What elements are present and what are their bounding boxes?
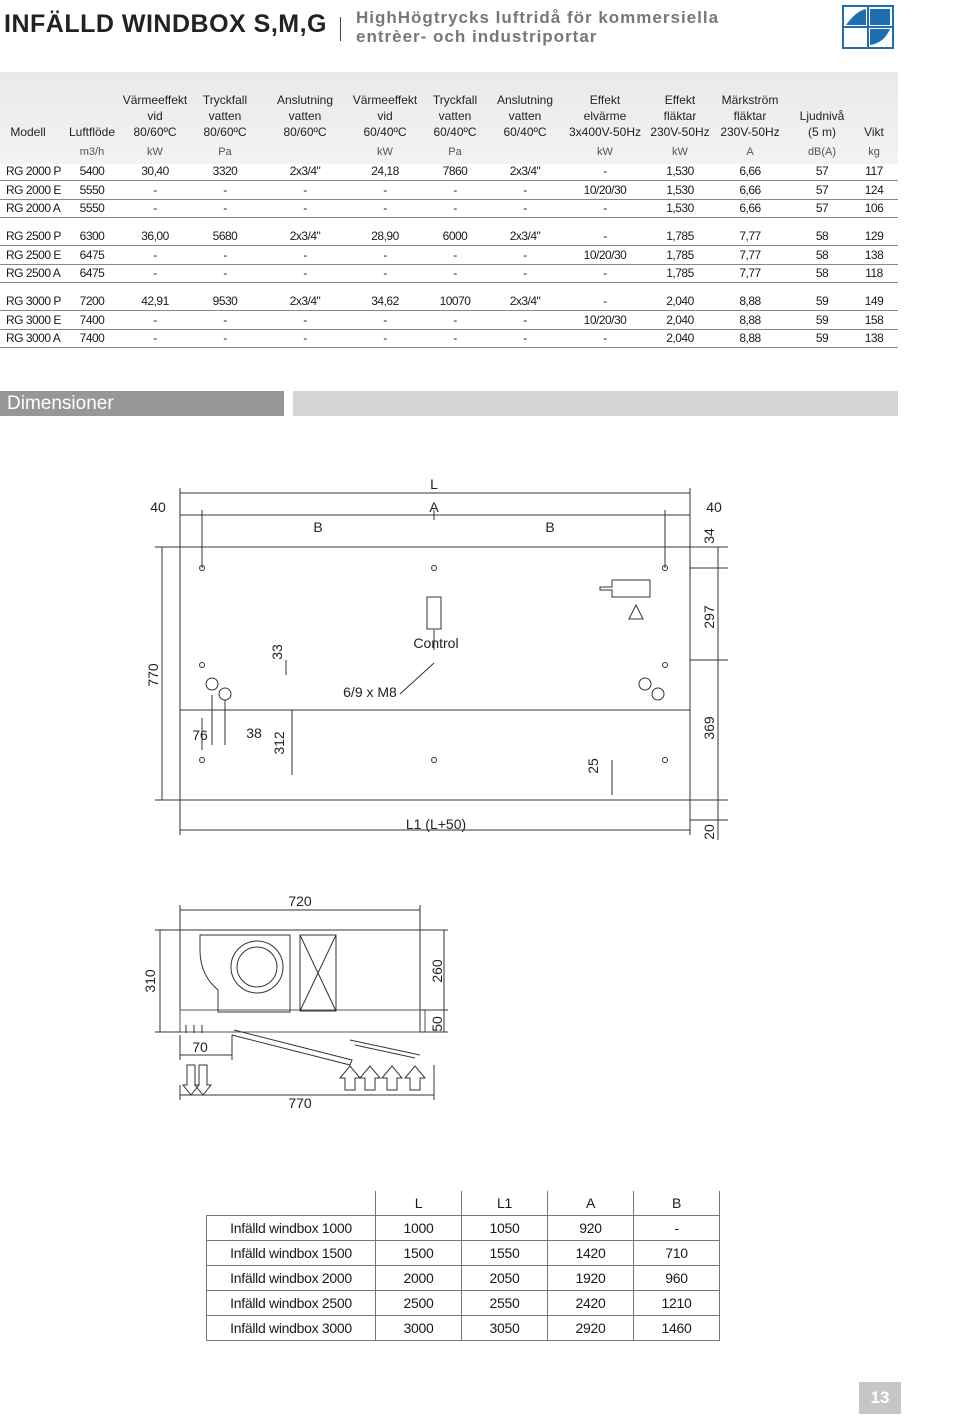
dimension-value-cell: 1500 [376,1241,462,1266]
dimension-value-cell: 1000 [376,1216,462,1241]
spec-header-line: vid [377,109,393,123]
spec-cell: 1,785 [666,229,694,243]
spec-cell: - [523,331,527,345]
label-34: 34 [701,528,717,544]
spec-cell: - [603,294,607,308]
spec-row [0,292,898,311]
spec-cell: - [453,331,457,345]
spec-row [0,199,898,218]
spec-cell: - [523,183,527,197]
spec-cell: 2x3/4" [509,164,541,178]
spec-cell: 5680 [212,229,238,243]
dimension-table [206,1191,720,1341]
spec-cell: 8,88 [739,294,761,308]
spec-cell: - [453,248,457,262]
spec-cell: 36,00 [141,229,169,243]
spec-row [0,311,898,330]
spec-column-header [203,92,247,140]
spec-cell: 8,88 [739,313,761,327]
spec-header-line: 60/40ºC [503,125,547,139]
spec-header-line: Anslutning [496,93,554,107]
label-369: 369 [701,716,717,740]
spec-cell: 8,88 [739,331,761,345]
label-310: 310 [142,969,158,993]
spec-header-line [864,92,884,108]
spec-cell: 10/20/30 [583,248,627,262]
spec-header-line [10,92,45,108]
section-title: Dimensioner [7,393,114,414]
spec-unit: kg [868,146,880,158]
spec-header-line [800,92,845,108]
spec-cell: 129 [864,229,884,243]
spec-header-line: Värmeeffekt [352,93,418,107]
spec-header-line [10,108,45,124]
spec-header-line: Luftflöde [68,125,116,139]
spec-cell: 124 [864,183,884,197]
spec-cell: 42,91 [141,294,169,308]
label-770: 770 [145,663,161,687]
spec-cell: - [453,266,457,280]
spec-model-cell: RG 2500 A [6,266,61,280]
spec-header-line: vatten [288,109,322,123]
spec-cell: 6,66 [739,164,761,178]
spec-header-line: 3x400V-50Hz [568,125,642,139]
spec-cell: 158 [864,313,884,327]
spec-cell: 2x3/4" [289,294,321,308]
dimension-table-row [207,1291,720,1316]
spec-header-line: Vikt [864,125,884,139]
label-38: 38 [246,725,262,741]
model-name-cell: Infälld windbox 1000 [207,1216,376,1241]
spec-cell: - [153,183,157,197]
spec-cell: - [303,313,307,327]
spec-cell: - [223,201,227,215]
spec-cell: 9530 [212,294,238,308]
spec-column-header [10,92,45,140]
spec-cell: - [453,183,457,197]
spec-cell: 6,66 [739,201,761,215]
dimension-value-cell: 2550 [462,1291,548,1316]
spec-cell: 5550 [79,201,105,215]
spec-cell: - [303,183,307,197]
spec-cell: - [303,331,307,345]
model-name-cell: Infälld windbox 3000 [207,1316,376,1341]
spec-header-line: 80/60ºC [133,125,177,139]
spec-cell: 58 [815,248,829,262]
spec-header-line: 60/40ºC [363,125,407,139]
spec-cell: 7200 [79,294,105,308]
dimension-value-cell: - [634,1216,720,1241]
spec-header-line: vatten [438,109,472,123]
spec-cell: - [223,266,227,280]
spec-header-line: 60/40ºC [433,125,477,139]
spec-unit: dB(A) [807,146,837,158]
spec-model-cell: RG 2000 A [6,201,61,215]
spec-header-line: fläktar [663,109,697,123]
spec-cell: 118 [865,266,883,280]
label-297: 297 [701,605,717,629]
spec-cell: 28,90 [371,229,399,243]
spec-cell: 10/20/30 [583,183,627,197]
column-header: L [376,1191,462,1216]
dimension-value-cell: 1420 [548,1241,634,1266]
label-40-left: 40 [150,499,166,515]
page-subtitle [356,8,719,46]
spec-cell: - [603,331,607,345]
spec-cell: 30,40 [141,164,169,178]
spec-header-line [69,92,115,108]
spec-cell: 7,77 [739,266,761,280]
spec-column-header [800,92,845,140]
spec-header-line: vid [147,109,163,123]
spec-cell: 7400 [79,331,105,345]
spec-column-header [864,92,884,140]
spec-cell: - [223,183,227,197]
spec-column-header [123,92,187,140]
spec-cell: 106 [864,201,884,215]
spec-cell: 2,040 [666,294,694,308]
model-name-cell: Infälld windbox 1500 [207,1241,376,1266]
spec-cell: 2x3/4" [509,229,541,243]
spec-cell: 10/20/30 [583,313,627,327]
model-name-cell: Infälld windbox 2500 [207,1291,376,1316]
label-76: 76 [192,727,208,743]
spec-cell: - [303,201,307,215]
dimension-value-cell: 3000 [376,1316,462,1341]
spec-cell: 58 [815,266,829,280]
spec-cell: - [383,248,387,262]
label-control: Control [413,635,459,651]
label-B-right: B [545,519,555,535]
label-A: A [429,499,439,515]
spec-cell: - [303,266,307,280]
dimension-table-row [207,1316,720,1341]
spec-header-line: Tryckfall [432,93,478,107]
spec-cell: - [523,201,527,215]
spec-cell: 57 [815,201,829,215]
spec-cell: 5550 [79,183,105,197]
spec-model-cell: RG 2000 P [6,164,61,178]
page-title: INFÄLLD WINDBOX S,M,G [4,10,327,38]
page-number: 13 [859,1382,901,1414]
dimension-value-cell: 1050 [462,1216,548,1241]
spec-column-header [353,92,417,140]
dimension-value-cell: 1460 [634,1316,720,1341]
spec-cell: 6475 [79,248,105,262]
front-view-drawing [0,470,960,870]
spec-cell: - [383,266,387,280]
spec-cell: 59 [815,313,829,327]
spec-cell: - [603,201,607,215]
spec-cell: - [223,313,227,327]
dimension-value-cell: 2050 [462,1266,548,1291]
spec-column-header [720,92,779,140]
dimension-value-cell: 2500 [376,1291,462,1316]
dimension-value-cell: 960 [634,1266,720,1291]
label-770-side: 770 [288,1095,312,1111]
spec-cell: 3320 [212,164,238,178]
spec-column-header [69,92,115,140]
label-20: 20 [701,824,717,840]
spec-cell: 1,530 [666,183,694,197]
spec-cell: 7,77 [739,248,761,262]
spec-cell: - [603,229,607,243]
section-bar-extension [293,391,898,416]
dimension-table-row [207,1216,720,1241]
spec-column-header [650,92,709,140]
spec-unit: kW [377,146,393,158]
spec-cell: 6,66 [739,183,761,197]
spec-column-header [569,92,641,140]
spec-cell: 1,530 [666,201,694,215]
spec-header-line [69,108,115,124]
spec-cell: - [523,248,527,262]
spec-cell: - [153,266,157,280]
spec-cell: 2,040 [666,331,694,345]
label-screws: 6/9 x M8 [343,684,397,700]
spec-model-cell: RG 3000 E [6,313,61,327]
label-33: 33 [269,644,285,660]
spec-cell: 7400 [79,313,105,327]
label-L: L [430,476,438,492]
label-L1: L1 (L+50) [405,816,467,832]
spec-header-line: Effekt [664,93,696,107]
spec-cell: 57 [815,164,829,178]
label-40-right: 40 [706,499,722,515]
spec-cell: 34,62 [371,294,399,308]
dimension-value-cell: 2000 [376,1266,462,1291]
spec-cell: - [453,313,457,327]
dimension-table-header [207,1191,720,1216]
dimension-value-cell: 1210 [634,1291,720,1316]
spec-cell: - [383,201,387,215]
spec-header-line [864,108,884,124]
spec-cell: 1,785 [666,266,694,280]
spec-cell: 2x3/4" [509,294,541,308]
spec-model-cell: RG 2500 E [6,248,61,262]
spec-cell: 2,040 [666,313,694,327]
spec-unit: kW [672,146,688,158]
spec-cell: - [383,331,387,345]
spec-header-line: Anslutning [276,93,334,107]
spec-cell: 5400 [79,164,105,178]
column-header: L1 [462,1191,548,1216]
dimension-value-cell: 3050 [462,1316,548,1341]
spec-header-line: Effekt [589,93,621,107]
spec-column-header [433,92,477,140]
spec-unit: Pa [448,146,462,158]
spec-cell: 10070 [439,294,471,308]
spec-cell: - [603,266,607,280]
spec-cell: 58 [815,229,829,243]
spec-cell: 7860 [442,164,468,178]
title-separator [340,17,341,41]
spec-header-line: Värmeeffekt [122,93,188,107]
spec-cell: - [523,266,527,280]
spec-header-line: 80/60ºC [203,125,247,139]
dimension-value-cell: 1920 [548,1266,634,1291]
label-25: 25 [585,758,601,774]
spec-unit: Pa [218,146,232,158]
spec-cell: 1,785 [666,248,694,262]
spec-unit: A [746,146,754,158]
subtitle-line-1: HighHögtrycks luftridå för kommersiella [356,8,720,27]
company-logo [842,5,894,49]
label-50: 50 [429,1016,445,1032]
spec-cell: 2x3/4" [289,229,321,243]
spec-cell: - [153,201,157,215]
spec-model-cell: RG 2000 E [6,183,61,197]
spec-row [0,329,898,348]
dimension-value-cell: 710 [634,1241,720,1266]
spec-header-line: Ljudnivå [799,109,845,123]
spec-unit: kW [147,146,163,158]
spec-row [0,264,898,283]
dimension-value-cell: 2420 [548,1291,634,1316]
spec-header-line: fläktar [733,109,767,123]
spec-cell: - [603,164,607,178]
dimension-value-cell: 2920 [548,1316,634,1341]
dimension-value-cell: 1550 [462,1241,548,1266]
spec-cell: 6300 [79,229,105,243]
spec-model-cell: RG 2500 P [6,229,61,243]
spec-cell: - [153,248,157,262]
spec-cell: 138 [864,248,884,262]
spec-row [0,181,898,200]
spec-model-cell: RG 3000 P [6,294,61,308]
spec-cell: 7,77 [739,229,761,243]
spec-cell: 1,530 [666,164,694,178]
spec-header-line: 230V-50Hz [650,125,710,139]
spec-cell: 6000 [442,229,468,243]
spec-header-line: elvärme [583,109,627,123]
spec-header-line: 230V-50Hz [720,125,780,139]
column-header: B [634,1191,720,1216]
model-name-cell: Infälld windbox 2000 [207,1266,376,1291]
spec-cell: 59 [815,294,829,308]
spec-column-header [497,92,553,140]
spec-cell: - [303,248,307,262]
spec-cell: 59 [815,331,829,345]
dimension-table-row [207,1266,720,1291]
spec-header-line: Modell [10,125,46,139]
spec-column-header [277,92,333,140]
spec-cell: 57 [815,183,829,197]
spec-unit: kW [597,146,613,158]
spec-cell: - [223,248,227,262]
spec-cell: - [223,331,227,345]
label-720: 720 [288,893,312,909]
spec-cell: - [383,313,387,327]
dimension-table-corner [207,1191,376,1216]
spec-header-line: 80/60ºC [283,125,327,139]
spec-header-line: Tryckfall [202,93,248,107]
spec-cell: 6475 [79,266,105,280]
spec-unit: m3/h [79,146,105,158]
spec-header-line: Märkström [721,93,779,107]
dimension-table-row [207,1241,720,1266]
spec-cell: 24,18 [371,164,399,178]
spec-cell: 117 [865,164,883,178]
label-312: 312 [271,731,287,755]
spec-cell: 2x3/4" [289,164,321,178]
label-70: 70 [192,1039,208,1055]
spec-cell: - [153,313,157,327]
spec-cell: - [383,183,387,197]
label-260: 260 [429,959,445,983]
spec-cell: 138 [864,331,884,345]
spec-header-line: vatten [508,109,542,123]
spec-cell: - [523,313,527,327]
spec-cell: - [153,331,157,345]
side-view-drawing [0,880,960,1120]
spec-header-line: vatten [208,109,242,123]
spec-row [0,246,898,265]
column-header: A [548,1191,634,1216]
spec-cell: - [453,201,457,215]
spec-row [0,162,898,181]
spec-row [0,227,898,246]
spec-cell: 149 [864,294,884,308]
subtitle-line-2: entrèer- och industriportar [356,27,598,46]
spec-header-line: (5 m) [807,125,836,139]
spec-model-cell: RG 3000 A [6,331,61,345]
dimension-value-cell: 920 [548,1216,634,1241]
label-B-left: B [313,519,323,535]
